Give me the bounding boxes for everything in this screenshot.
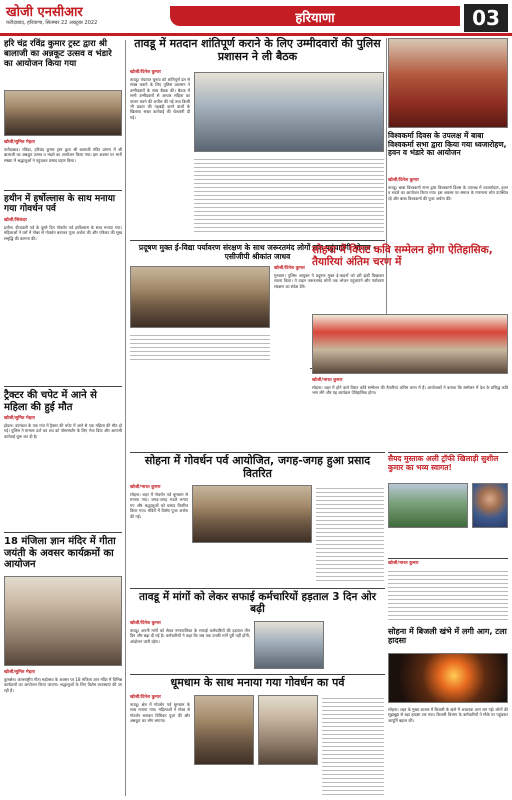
article-photo bbox=[194, 695, 254, 765]
headline: सोहना में बिजली खंभे में लगी आग, टला हादसा bbox=[388, 627, 507, 646]
article-sushil-kumar-welcome bbox=[388, 455, 508, 555]
article-body: फरीदाबाद। रविंदर, हरिचंद कुमार ट्रस्ट द्वारा श्री बालाजी मंदिर प्रांगण में श्री बालाजी का अन्नकूट उत्सव व भंडारे का आयोजन किया गया। इस अवसर पर भारी संख्या में श्रद्धालुओं ने पहुंचकर प्रसाद ग्रहण किया। bbox=[4, 147, 122, 163]
article-body: कुरुक्षेत्र। अंतरराष्ट्रीय गीता महोत्सव के अवसर पर 18 मंजिला ज्ञान मंदिर में विभिन्न कार्यक्रमों का आयोजन किया जाएगा। श्रद्धालुओं के लिए विशेष व्यवस्थाएं की जा रही हैं। bbox=[4, 677, 122, 693]
article-body-continued bbox=[130, 332, 270, 362]
page-number: 03 bbox=[464, 4, 508, 32]
section-title: हरियाणा bbox=[295, 11, 335, 26]
article-body: तावडू। अपनी मांगों को लेकर नगरपालिका के सफाई कर्मचारियों की हड़ताल तीन दिन और बढ़ा दी गई है। कर्मचारियों ने कहा कि जब तक उनकी मांगें पूरी नहीं होंगी, आंदोलन जारी रहेगा। bbox=[130, 628, 250, 644]
article-tavdu-cleaning-strike bbox=[130, 591, 385, 671]
article-tavdu-election-meeting bbox=[130, 38, 385, 238]
article-photo bbox=[130, 266, 270, 328]
article-kavi-sammelan bbox=[312, 244, 508, 449]
headline: सैयद मुस्ताक अली ट्रॉफी खिलाड़ी सुशील कुमार का भव्य स्वागत! bbox=[388, 454, 499, 472]
article-body-intro bbox=[388, 568, 508, 623]
headline: हथीन में हर्षोल्लास के साथ मनाया गया गोवर्धन पर्व bbox=[4, 194, 116, 215]
article-photo bbox=[4, 90, 122, 136]
article-photo bbox=[388, 483, 468, 528]
article-photo bbox=[312, 314, 508, 374]
byline: खोजी/दिनेश कुमार bbox=[130, 70, 161, 75]
headline: प्रदूषण मुक्त ई-विद्या पर्यावरण संरक्षण के साथ जरूरतमंद लोगों तक पहुंचाएंगी भोजन - एसीजीपी श्रीकांत जाधव bbox=[138, 243, 377, 261]
byline: खोजी/भारत कुमार bbox=[312, 378, 343, 383]
article-body-continued bbox=[316, 485, 384, 581]
article-body-continued bbox=[194, 156, 384, 234]
article-body: हथीन। दीपावली पर्व के दूसरे दिन गोवर्धन पर्व हर्षोल्लास के साथ मनाया गया। महिलाओं ने घरों में गोबर से गोवर्धन बनाकर पूजा अर्चना की और परिवार की सुख समृद्धि की कामना की। bbox=[4, 225, 122, 241]
byline: खोजी/भारत कुमार bbox=[388, 561, 419, 566]
headline: सोहना में विराट कवि सम्मेलन होगा ऐतिहासिक, तैयारियां अंतिम चरण में bbox=[312, 244, 493, 269]
article-photo bbox=[254, 621, 324, 669]
brand-logo: खोजी एनसीआर bbox=[6, 5, 83, 20]
article-body: होडल। उपमंडल के एक गांव में ट्रैक्टर की चपेट में आने से एक महिला की मौत हो गई। पुलिस ने मामला दर्ज कर शव को पोस्टमार्टम के लिए भेज दिया और आगामी कार्रवाई शुरू कर दी है। bbox=[4, 423, 122, 439]
article-body: गुरुग्राम। पुलिस आयुक्त ने प्रदूषण मुक्त ई-वाहनों को हरी झंडी दिखाकर रवाना किया। ये वाहन जरूरतमंद लोगों तक भोजन पहुंचाएंगे और पर्यावरण संरक्षण का संदेश देंगे। bbox=[274, 273, 384, 289]
headline: हरि चंद्र रविंद्र कुमार ट्रस्ट द्वारा श्री बालाजी का अन्नकूट उत्सव व भंडारे का आयोजन किया गया bbox=[4, 39, 112, 69]
headline: ट्रैक्टर की चपेट में आने से महिला की हुई मौत bbox=[4, 390, 97, 413]
masthead bbox=[0, 0, 512, 36]
article-sohna-govardhan bbox=[130, 455, 385, 585]
article-photo-2 bbox=[258, 695, 318, 765]
headline: तावडू में मांगों को लेकर सफाई कर्मचारियों हड़ताल 3 दिन ओर बढ़ी bbox=[139, 591, 376, 616]
article-photo bbox=[4, 576, 122, 666]
article-body: तावडू। पंचायत चुनाव को शांतिपूर्ण ढंग से संपन्न कराने के लिए पुलिस प्रशासन ने उम्मीदवारों के साथ बैठक की। बैठक में सभी उम्मीदवारों से आचार संहिता का पालन करने की अपील की गई तथा किसी भी प्रकार की गड़बड़ी करने वालों के खिलाफ सख्त कार्रवाई की चेतावनी दी गई। bbox=[130, 77, 190, 120]
article-trust-bhandara bbox=[4, 40, 122, 188]
byline: खोजी/सुमित मेहता bbox=[4, 140, 35, 145]
article-photo bbox=[192, 485, 312, 543]
byline: खोजी/सुमित मेहता bbox=[4, 670, 35, 675]
headline: तावडू में मतदान शांतिपूर्ण कराने के लिए उम्मीदवारों की पुलिस प्रशासन ने ली बैठक bbox=[134, 37, 381, 63]
article-body: सोहना। शहर में गोवर्धन पर्व धूमधाम से मनाया गया। जगह-जगह भंडारे लगाए गए और श्रद्धालुओं को प्रसाद वितरित किया गया। मंदिरों में विशेष पूजा अर्चना की गई। bbox=[130, 492, 188, 519]
article-tractor-accident bbox=[4, 390, 122, 530]
byline: खोजी/दिनेश कुमार bbox=[274, 266, 305, 271]
article-body: सोहना। शहर के मुख्य बाजार में बिजली के खंभे में अचानक आग लग गई। लोगों की सूझबूझ से बड़ा हादसा टल गया। बिजली विभाग के कर्मचारियों ने मौके पर पहुंचकर आपूर्ति बहाल की। bbox=[388, 707, 508, 723]
article-photo bbox=[388, 38, 508, 128]
byline: खोजी/दिनेश कुमार bbox=[130, 621, 161, 626]
byline: खोजी/भारत कुमार bbox=[130, 485, 161, 490]
headline: सोहना में गोवर्धन पर्व आयोजित, जगह-जगह हुआ प्रसाद वितरित bbox=[144, 454, 371, 480]
section-band bbox=[170, 6, 460, 26]
article-photo bbox=[194, 72, 384, 152]
byline: खोजी/सिकंदर bbox=[4, 218, 27, 223]
byline: खोजी/दिनेश कुमार bbox=[388, 178, 419, 183]
issue-meta: फरीदाबाद, हरियाणा, सितम्बर 22 अक्टूबर 2022 bbox=[6, 20, 98, 26]
article-body: तावडू। क्षेत्र में गोवर्धन पर्व धूमधाम के साथ मनाया गया। महिलाओं ने गोबर से गोवर्धन बनाकर विधिवत पूजा की और अन्नकूट का भोग लगाया। bbox=[130, 702, 190, 724]
article-hathin-govardhan bbox=[4, 194, 122, 384]
article-dhoomdham-govardhan bbox=[130, 677, 385, 797]
article-body: तावडू। बाबा विश्वकर्मा सभा द्वारा विश्वकर्मा दिवस के उपलक्ष में ध्वजारोहण, हवन व भंडारे का आयोजन किया गया। इस अवसर पर समाज के गणमान्य लोग उपस्थित रहे और बाबा विश्वकर्मा की पूजा अर्चना की। bbox=[388, 185, 508, 201]
article-sohna-pole-fire bbox=[388, 561, 508, 796]
headline: विश्वकर्मा दिवस के उपलक्ष में बाबा विश्वकर्मा सभा द्वारा किया गया ध्वजारोहण, हवन व भंडारे का आयोजन bbox=[388, 131, 507, 158]
article-photo bbox=[388, 653, 508, 703]
article-body-continued bbox=[322, 695, 384, 795]
article-gita-jayanti bbox=[4, 536, 122, 796]
headline: धूमधाम के साथ मनाया गया गोवर्धन का पर्व bbox=[170, 676, 345, 689]
byline: खोजी/सुमित मेहता bbox=[4, 416, 35, 421]
headline: 18 मंजिला ज्ञान मंदिर में गीता जयंती के अवसर कार्यक्रमों का आयोजन bbox=[4, 536, 116, 570]
byline: खोजी/दिनेश कुमार bbox=[130, 695, 161, 700]
player-photo bbox=[472, 483, 508, 528]
article-body: सोहना। शहर में होने वाले विराट कवि सम्मेलन की तैयारियां अंतिम चरण में हैं। आयोजकों ने बताया कि सम्मेलन में देश के प्रसिद्ध कवि भाग लेंगे और यह कार्यक्रम ऐतिहासिक होगा। bbox=[312, 385, 508, 396]
